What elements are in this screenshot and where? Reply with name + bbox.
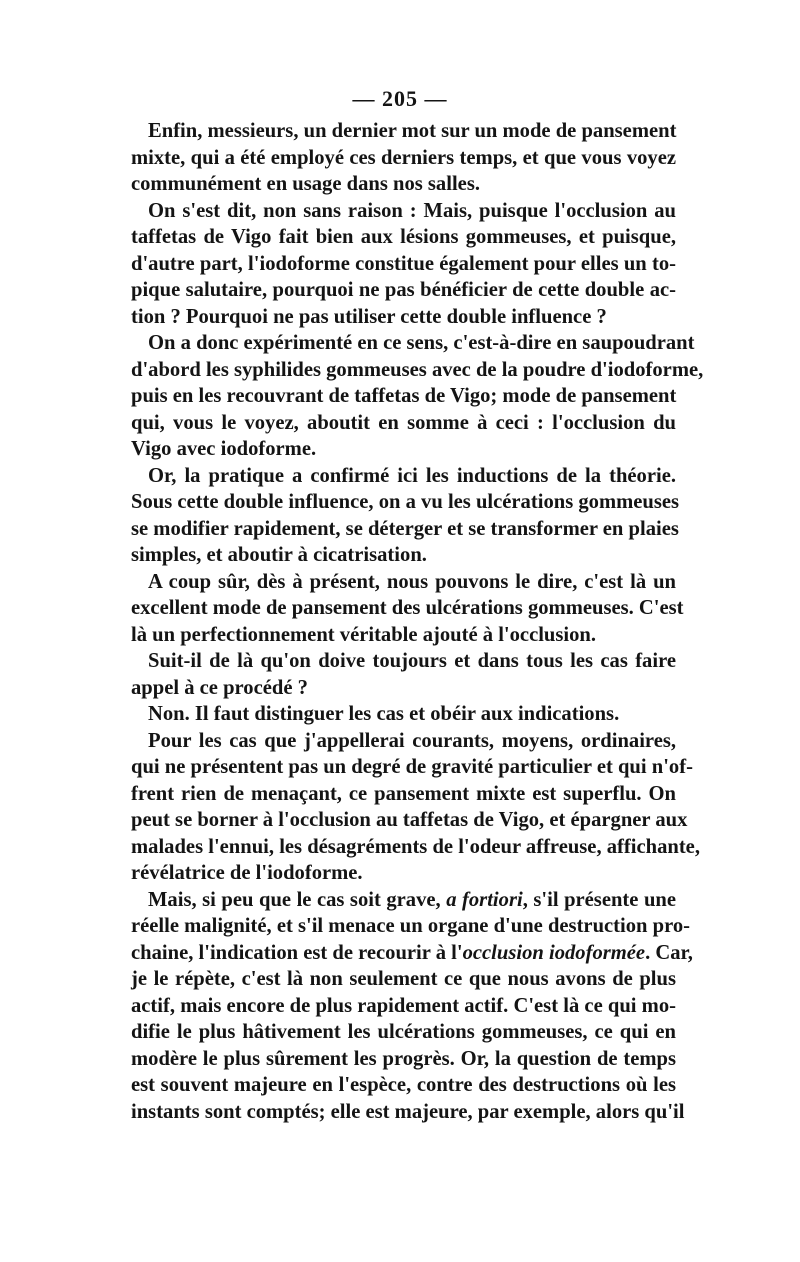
text-line: peut se borner à l'occlusion au taffetas de Vigo, et épargner aux: [131, 809, 688, 831]
text-line: frent rien de menaçant, ce pansement mixte est superflu. On: [131, 782, 676, 805]
text-line: puis en les recouvrant de taffetas de Vigo; mode de pansement: [131, 385, 677, 407]
text-line: Mais, si peu que le cas soit grave, a fortiori, s'il présente une: [148, 888, 676, 911]
paragraph: [131, 728, 700, 887]
text-line: je le répète, c'est là non seulement ce que nous avons de plus: [131, 968, 676, 990]
text-line: A coup sûr, dès à présent, nous pouvons le dire, c'est là un: [148, 570, 676, 593]
paragraph: [131, 887, 693, 1126]
body-text: [131, 118, 704, 1125]
text-line: modère le plus sûrement les progrès. Or, la question de temps: [131, 1047, 676, 1070]
text-line: simples, et aboutir à cicatrisation.: [131, 544, 427, 566]
text-line: communément en usage dans nos salles.: [131, 173, 480, 195]
paragraph: [131, 330, 704, 463]
text-line: est souvent majeure en l'espèce, contre des destructions où les: [131, 1074, 676, 1096]
text-line: Suit-il de là qu'on doive toujours et dans tous les cas faire: [148, 650, 676, 672]
paragraph: [131, 463, 680, 569]
text-line: Enfin, messieurs, un dernier mot sur un mode de pansement: [148, 120, 677, 142]
text-line: pique salutaire, pourquoi ne pas bénéficier de cette double ac-: [131, 279, 676, 301]
paragraph: [131, 648, 676, 701]
text-line: révélatrice de l'iodoforme.: [131, 862, 363, 884]
text-line: instants sont comptés; elle est majeure, par exemple, alors qu'il: [131, 1100, 685, 1123]
text-line: chaine, l'indication est de recourir à l'occlusion iodoformée. Car,: [131, 941, 693, 964]
text-line: actif, mais encore de plus rapidement actif. C'est là ce qui mo-: [131, 994, 676, 1017]
paragraph: [131, 118, 676, 198]
page-number: — 205 —: [352, 86, 448, 111]
text-line: difie le plus hâtivement les ulcérations gommeuses, ce qui en: [131, 1021, 676, 1043]
paragraph: [131, 198, 676, 331]
text-line: Sous cette double influence, on a vu les ulcérations gommeuses: [131, 491, 680, 513]
paragraph: [131, 701, 676, 728]
paragraph: [131, 569, 684, 649]
text-line: appel à ce procédé ?: [131, 676, 308, 699]
text-line: Non. Il faut distinguer les cas et obéir aux indications.: [148, 703, 620, 725]
text-line: réelle malignité, et s'il menace un organe d'une destruction pro-: [131, 915, 691, 937]
text-line: qui, vous le voyez, aboutit en somme à ceci : l'occlusion du: [131, 411, 676, 434]
text-line: d'abord les syphilides gommeuses avec de la poudre d'iodoforme,: [131, 358, 704, 381]
text-line: d'autre part, l'iodoforme constitue également pour elles un to-: [131, 252, 676, 275]
text-line: se modifier rapidement, se déterger et se transformer en plaies: [131, 517, 679, 540]
text-line: qui ne présentent pas un degré de gravité particulier et qui n'of-: [131, 756, 693, 778]
text-line: excellent mode de pansement des ulcérations gommeuses. C'est: [131, 597, 684, 619]
text-line: tion ? Pourquoi ne pas utiliser cette double influence ?: [131, 305, 607, 328]
text-line: Or, la pratique a confirmé ici les inductions de la théorie.: [148, 464, 676, 487]
text-line: Vigo avec iodoforme.: [131, 438, 317, 460]
text-line: malades l'ennui, les désagréments de l'odeur affreuse, affichante,: [131, 835, 700, 858]
text-line: là un perfectionnement véritable ajouté à l'occlusion.: [131, 623, 597, 646]
text-line: On a donc expérimenté en ce sens, c'est-à-dire en saupoudrant: [148, 332, 695, 354]
text-line: mixte, qui a été employé ces derniers temps, et que vous voyez: [131, 146, 676, 169]
text-line: taffetas de Vigo fait bien aux lésions gommeuses, et puisque,: [131, 226, 676, 248]
text-line: Pour les cas que j'appellerai courants, moyens, ordinaires,: [148, 729, 676, 752]
text-line: On s'est dit, non sans raison : Mais, puisque l'occlusion au: [148, 199, 676, 222]
